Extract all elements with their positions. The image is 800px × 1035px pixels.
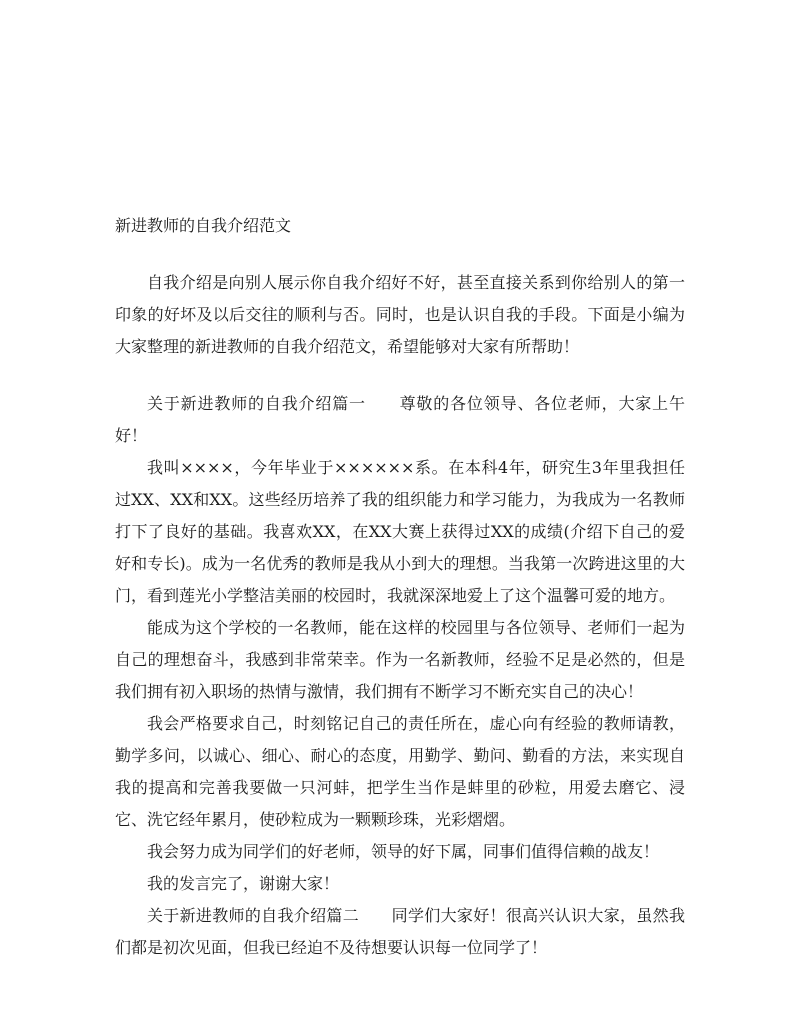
section-one-heading-paragraph: 关于新进教师的自我介绍篇一 尊敬的各位领导、各位老师，大家上午好！ bbox=[115, 394, 685, 445]
document-title: 新进教师的自我介绍范文 bbox=[115, 216, 292, 235]
document-body bbox=[115, 210, 685, 964]
section-two-heading-paragraph: 关于新进教师的自我介绍篇二 同学们大家好！很高兴认识大家，虽然我们都是初次见面，但我已经迫不及待想要认识每一位同学了！ bbox=[115, 906, 685, 957]
body-paragraph: 我会严格要求自己，时刻铭记自己的责任所在，虚心向有经验的教师请教，勤学多问，以诚心、细心、耐心的态度，用勤学、勤问、勤看的方法，来实现自我的提高和完善我要做一只河蚌，把学生当作是蚌里的砂粒，用爱去磨它、浸它、洗它经年累月，使砂粒成为一颗颗珍珠，光彩熠熠。 bbox=[115, 714, 685, 829]
body-paragraph: 我会努力成为同学们的好老师，领导的好下属，同事们值得信赖的战友！ bbox=[147, 842, 660, 861]
body-paragraph: 我叫××××，今年毕业于××××××系。在本科4年，研究生3年里我担任过XX、XX和XX。这些经历培养了我的组织能力和学习能力，为我成为一名教师打下了良好的基础。我喜欢XX，在XX大赛上获得过XX的成绩(介绍下自己的爱好和专长)。成为一名优秀的教师是我从小到大的理想。当我第一次跨进这里的大门，看到莲光小学整洁美丽的校园时，我就深深地爱上了这个温馨可爱的地方。 bbox=[115, 458, 685, 605]
body-paragraph: 我的发言完了，谢谢大家！ bbox=[147, 874, 340, 893]
intro-paragraph: 自我介绍是向别人展示你自我介绍好不好，甚至直接关系到你给别人的第一印象的好坏及以后交往的顺利与否。同时，也是认识自我的手段。下面是小编为大家整理的新进教师的自我介绍范文，希望能够对大家有所帮助！ bbox=[115, 273, 685, 356]
body-paragraph: 能成为这个学校的一名教师，能在这样的校园里与各位领导、老师们一起为自己的理想奋斗，我感到非常荣幸。作为一名新教师，经验不足是必然的，但是我们拥有初入职场的热情与激情，我们拥有不断学习不断充实自己的决心！ bbox=[115, 618, 685, 701]
